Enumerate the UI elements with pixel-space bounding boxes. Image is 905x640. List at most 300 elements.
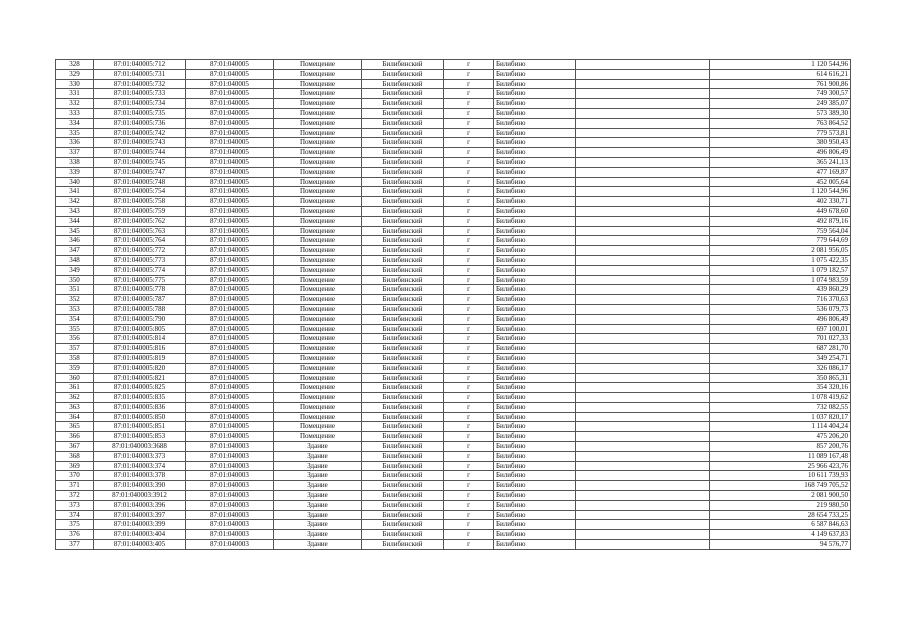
cadastral-block-cell: 87:01:040005 xyxy=(186,138,274,148)
district-cell: Билибинский xyxy=(362,246,444,256)
district-cell: Билибинский xyxy=(362,79,444,89)
cadastral-block-cell: 87:01:040005 xyxy=(186,216,274,226)
cadastral-block-cell: 87:01:040005 xyxy=(186,79,274,89)
cadastral-value-cell: 779 573,81 xyxy=(710,128,851,138)
table-row xyxy=(56,344,851,354)
district-cell: Билибинский xyxy=(362,344,444,354)
locality-name-cell: Билибино xyxy=(494,540,576,550)
cadastral-block-cell: 87:01:040005 xyxy=(186,383,274,393)
empty-cell xyxy=(576,540,710,550)
empty-cell xyxy=(576,471,710,481)
locality-type-cell: г xyxy=(444,451,494,461)
cadastral-value-cell: 219 980,50 xyxy=(710,500,851,510)
empty-cell xyxy=(576,363,710,373)
locality-type-cell: г xyxy=(444,373,494,383)
locality-name-cell: Билибино xyxy=(494,491,576,501)
cadastral-block-cell: 87:01:040005 xyxy=(186,167,274,177)
table-row xyxy=(56,187,851,197)
district-cell: Билибинский xyxy=(362,520,444,530)
district-cell: Билибинский xyxy=(362,60,444,70)
cadastral-number-cell: 87:01:040005:775 xyxy=(94,275,186,285)
locality-type-cell: г xyxy=(444,108,494,118)
locality-name-cell: Билибино xyxy=(494,197,576,207)
empty-cell xyxy=(576,334,710,344)
cadastral-number-cell: 87:01:040005:745 xyxy=(94,157,186,167)
district-cell: Билибинский xyxy=(362,99,444,109)
district-cell: Билибинский xyxy=(362,491,444,501)
cadastral-block-cell: 87:01:040003 xyxy=(186,500,274,510)
cadastral-value-cell: 475 206,20 xyxy=(710,432,851,442)
empty-cell xyxy=(576,89,710,99)
cadastral-value-cell: 492 879,16 xyxy=(710,216,851,226)
empty-cell xyxy=(576,412,710,422)
cadastral-number-cell: 87:01:040003:404 xyxy=(94,530,186,540)
locality-name-cell: Билибино xyxy=(494,520,576,530)
object-type-cell: Помещение xyxy=(274,373,362,383)
locality-type-cell: г xyxy=(444,402,494,412)
cadastral-block-cell: 87:01:040005 xyxy=(186,108,274,118)
object-type-cell: Помещение xyxy=(274,285,362,295)
locality-type-cell: г xyxy=(444,197,494,207)
locality-type-cell: г xyxy=(444,314,494,324)
locality-type-cell: г xyxy=(444,265,494,275)
cadastral-value-cell: 1 074 983,59 xyxy=(710,275,851,285)
locality-name-cell: Билибино xyxy=(494,432,576,442)
locality-name-cell: Билибино xyxy=(494,226,576,236)
district-cell: Билибинский xyxy=(362,383,444,393)
empty-cell xyxy=(576,118,710,128)
table-row xyxy=(56,393,851,403)
cadastral-block-cell: 87:01:040005 xyxy=(186,373,274,383)
object-type-cell: Здание xyxy=(274,491,362,501)
object-type-cell: Помещение xyxy=(274,432,362,442)
row-number-cell: 344 xyxy=(56,216,94,226)
table-row xyxy=(56,540,851,550)
object-type-cell: Помещение xyxy=(274,412,362,422)
locality-type-cell: г xyxy=(444,148,494,158)
locality-name-cell: Билибино xyxy=(494,461,576,471)
locality-name-cell: Билибино xyxy=(494,353,576,363)
row-number-cell: 361 xyxy=(56,383,94,393)
locality-type-cell: г xyxy=(444,510,494,520)
locality-type-cell: г xyxy=(444,422,494,432)
district-cell: Билибинский xyxy=(362,285,444,295)
object-type-cell: Помещение xyxy=(274,324,362,334)
row-number-cell: 362 xyxy=(56,393,94,403)
row-number-cell: 336 xyxy=(56,138,94,148)
cadastral-value-cell: 10 611 739,93 xyxy=(710,471,851,481)
table-row xyxy=(56,334,851,344)
empty-cell xyxy=(576,79,710,89)
object-type-cell: Здание xyxy=(274,471,362,481)
row-number-cell: 348 xyxy=(56,255,94,265)
cadastral-block-cell: 87:01:040005 xyxy=(186,60,274,70)
cadastral-value-cell: 763 864,52 xyxy=(710,118,851,128)
locality-type-cell: г xyxy=(444,226,494,236)
table-row xyxy=(56,481,851,491)
district-cell: Билибинский xyxy=(362,471,444,481)
row-number-cell: 377 xyxy=(56,540,94,550)
cadastral-block-cell: 87:01:040005 xyxy=(186,412,274,422)
district-cell: Билибинский xyxy=(362,226,444,236)
district-cell: Билибинский xyxy=(362,373,444,383)
object-type-cell: Здание xyxy=(274,530,362,540)
locality-type-cell: г xyxy=(444,236,494,246)
cadastral-block-cell: 87:01:040005 xyxy=(186,304,274,314)
table-row xyxy=(56,422,851,432)
empty-cell xyxy=(576,491,710,501)
locality-type-cell: г xyxy=(444,432,494,442)
empty-cell xyxy=(576,393,710,403)
cadastral-value-cell: 350 865,31 xyxy=(710,373,851,383)
locality-name-cell: Билибино xyxy=(494,128,576,138)
table-body xyxy=(56,60,851,550)
row-number-cell: 347 xyxy=(56,246,94,256)
empty-cell xyxy=(576,510,710,520)
empty-cell xyxy=(576,265,710,275)
table-row xyxy=(56,373,851,383)
district-cell: Билибинский xyxy=(362,393,444,403)
object-type-cell: Помещение xyxy=(274,422,362,432)
locality-type-cell: г xyxy=(444,481,494,491)
object-type-cell: Помещение xyxy=(274,89,362,99)
cadastral-number-cell: 87:01:040005:763 xyxy=(94,226,186,236)
empty-cell xyxy=(576,481,710,491)
object-type-cell: Здание xyxy=(274,540,362,550)
table-row xyxy=(56,206,851,216)
cadastral-block-cell: 87:01:040005 xyxy=(186,157,274,167)
cadastral-value-cell: 496 806,49 xyxy=(710,148,851,158)
locality-type-cell: г xyxy=(444,99,494,109)
cadastral-value-cell: 732 082,55 xyxy=(710,402,851,412)
cadastral-block-cell: 87:01:040005 xyxy=(186,363,274,373)
object-type-cell: Помещение xyxy=(274,226,362,236)
object-type-cell: Помещение xyxy=(274,295,362,305)
row-number-cell: 366 xyxy=(56,432,94,442)
district-cell: Билибинский xyxy=(362,295,444,305)
row-number-cell: 334 xyxy=(56,118,94,128)
district-cell: Билибинский xyxy=(362,461,444,471)
empty-cell xyxy=(576,520,710,530)
locality-name-cell: Билибино xyxy=(494,304,576,314)
object-type-cell: Помещение xyxy=(274,177,362,187)
row-number-cell: 370 xyxy=(56,471,94,481)
locality-type-cell: г xyxy=(444,216,494,226)
object-type-cell: Здание xyxy=(274,481,362,491)
cadastral-number-cell: 87:01:040005:821 xyxy=(94,373,186,383)
cadastral-block-cell: 87:01:040005 xyxy=(186,128,274,138)
table-row xyxy=(56,138,851,148)
district-cell: Билибинский xyxy=(362,451,444,461)
row-number-cell: 365 xyxy=(56,422,94,432)
locality-type-cell: г xyxy=(444,530,494,540)
table-row xyxy=(56,285,851,295)
locality-name-cell: Билибино xyxy=(494,510,576,520)
object-type-cell: Помещение xyxy=(274,344,362,354)
cadastral-value-cell: 687 281,70 xyxy=(710,344,851,354)
empty-cell xyxy=(576,157,710,167)
object-type-cell: Помещение xyxy=(274,246,362,256)
locality-type-cell: г xyxy=(444,471,494,481)
cadastral-block-cell: 87:01:040005 xyxy=(186,422,274,432)
district-cell: Билибинский xyxy=(362,216,444,226)
cadastral-number-cell: 87:01:040005:805 xyxy=(94,324,186,334)
district-cell: Билибинский xyxy=(362,334,444,344)
cadastral-block-cell: 87:01:040003 xyxy=(186,520,274,530)
table-row xyxy=(56,530,851,540)
row-number-cell: 376 xyxy=(56,530,94,540)
row-number-cell: 332 xyxy=(56,99,94,109)
cadastral-value-cell: 2 081 900,50 xyxy=(710,491,851,501)
locality-name-cell: Билибино xyxy=(494,89,576,99)
district-cell: Билибинский xyxy=(362,540,444,550)
cadastral-block-cell: 87:01:040005 xyxy=(186,432,274,442)
empty-cell xyxy=(576,177,710,187)
row-number-cell: 342 xyxy=(56,197,94,207)
cadastral-number-cell: 87:01:040003:405 xyxy=(94,540,186,550)
cadastral-block-cell: 87:01:040005 xyxy=(186,226,274,236)
table-row xyxy=(56,148,851,158)
empty-cell xyxy=(576,324,710,334)
table-row xyxy=(56,226,851,236)
empty-cell xyxy=(576,187,710,197)
cadastral-value-cell: 477 169,87 xyxy=(710,167,851,177)
table-row xyxy=(56,295,851,305)
object-type-cell: Помещение xyxy=(274,79,362,89)
row-number-cell: 353 xyxy=(56,304,94,314)
locality-type-cell: г xyxy=(444,177,494,187)
empty-cell xyxy=(576,236,710,246)
cadastral-number-cell: 87:01:040005:712 xyxy=(94,60,186,70)
cadastral-number-cell: 87:01:040005:747 xyxy=(94,167,186,177)
cadastral-value-cell: 1 078 419,62 xyxy=(710,393,851,403)
row-number-cell: 374 xyxy=(56,510,94,520)
cadastral-block-cell: 87:01:040005 xyxy=(186,344,274,354)
table-row xyxy=(56,265,851,275)
locality-name-cell: Билибино xyxy=(494,471,576,481)
cadastral-number-cell: 87:01:040005:836 xyxy=(94,402,186,412)
locality-name-cell: Билибино xyxy=(494,255,576,265)
table-row xyxy=(56,197,851,207)
locality-type-cell: г xyxy=(444,246,494,256)
locality-name-cell: Билибино xyxy=(494,481,576,491)
locality-type-cell: г xyxy=(444,540,494,550)
cadastral-number-cell: 87:01:040005:850 xyxy=(94,412,186,422)
cadastral-block-cell: 87:01:040005 xyxy=(186,187,274,197)
table-row xyxy=(56,442,851,452)
object-type-cell: Помещение xyxy=(274,99,362,109)
locality-type-cell: г xyxy=(444,344,494,354)
row-number-cell: 345 xyxy=(56,226,94,236)
locality-type-cell: г xyxy=(444,157,494,167)
cadastral-value-cell: 697 100,01 xyxy=(710,324,851,334)
locality-type-cell: г xyxy=(444,89,494,99)
locality-name-cell: Билибино xyxy=(494,442,576,452)
cadastral-value-cell: 249 385,07 xyxy=(710,99,851,109)
district-cell: Билибинский xyxy=(362,314,444,324)
object-type-cell: Здание xyxy=(274,461,362,471)
empty-cell xyxy=(576,128,710,138)
row-number-cell: 340 xyxy=(56,177,94,187)
cadastral-value-cell: 94 576,77 xyxy=(710,540,851,550)
cadastral-block-cell: 87:01:040005 xyxy=(186,295,274,305)
row-number-cell: 328 xyxy=(56,60,94,70)
cadastral-value-cell: 761 900,86 xyxy=(710,79,851,89)
district-cell: Билибинский xyxy=(362,187,444,197)
row-number-cell: 358 xyxy=(56,353,94,363)
table-row xyxy=(56,363,851,373)
cadastral-number-cell: 87:01:040005:788 xyxy=(94,304,186,314)
cadastral-block-cell: 87:01:040005 xyxy=(186,275,274,285)
empty-cell xyxy=(576,60,710,70)
empty-cell xyxy=(576,383,710,393)
empty-cell xyxy=(576,353,710,363)
cadastral-number-cell: 87:01:040005:851 xyxy=(94,422,186,432)
locality-name-cell: Билибино xyxy=(494,275,576,285)
cadastral-value-table xyxy=(55,59,851,550)
cadastral-block-cell: 87:01:040005 xyxy=(186,236,274,246)
cadastral-value-cell: 614 616,21 xyxy=(710,69,851,79)
locality-name-cell: Билибино xyxy=(494,79,576,89)
district-cell: Билибинский xyxy=(362,275,444,285)
cadastral-number-cell: 87:01:040003:397 xyxy=(94,510,186,520)
cadastral-block-cell: 87:01:040005 xyxy=(186,197,274,207)
cadastral-block-cell: 87:01:040005 xyxy=(186,99,274,109)
locality-name-cell: Билибино xyxy=(494,412,576,422)
object-type-cell: Помещение xyxy=(274,118,362,128)
cadastral-value-cell: 779 644,69 xyxy=(710,236,851,246)
cadastral-value-cell: 449 678,60 xyxy=(710,206,851,216)
cadastral-number-cell: 87:01:040005:733 xyxy=(94,89,186,99)
empty-cell xyxy=(576,442,710,452)
empty-cell xyxy=(576,295,710,305)
locality-name-cell: Билибино xyxy=(494,236,576,246)
row-number-cell: 335 xyxy=(56,128,94,138)
object-type-cell: Помещение xyxy=(274,353,362,363)
locality-name-cell: Билибино xyxy=(494,157,576,167)
cadastral-number-cell: 87:01:040005:744 xyxy=(94,148,186,158)
cadastral-block-cell: 87:01:040005 xyxy=(186,255,274,265)
cadastral-value-cell: 25 966 423,76 xyxy=(710,461,851,471)
district-cell: Билибинский xyxy=(362,206,444,216)
table-row xyxy=(56,314,851,324)
table-row xyxy=(56,324,851,334)
cadastral-number-cell: 87:01:040005:759 xyxy=(94,206,186,216)
locality-type-cell: г xyxy=(444,500,494,510)
district-cell: Билибинский xyxy=(362,236,444,246)
cadastral-number-cell: 87:01:040005:754 xyxy=(94,187,186,197)
table-row xyxy=(56,108,851,118)
object-type-cell: Помещение xyxy=(274,197,362,207)
locality-type-cell: г xyxy=(444,60,494,70)
locality-type-cell: г xyxy=(444,138,494,148)
table-row xyxy=(56,461,851,471)
cadastral-number-cell: 87:01:040003:390 xyxy=(94,481,186,491)
locality-name-cell: Билибино xyxy=(494,148,576,158)
district-cell: Билибинский xyxy=(362,530,444,540)
cadastral-value-cell: 857 200,76 xyxy=(710,442,851,452)
table-row xyxy=(56,491,851,501)
cadastral-number-cell: 87:01:040005:790 xyxy=(94,314,186,324)
cadastral-number-cell: 87:01:040005:748 xyxy=(94,177,186,187)
cadastral-value-cell: 1 114 404,24 xyxy=(710,422,851,432)
cadastral-block-cell: 87:01:040003 xyxy=(186,491,274,501)
cadastral-block-cell: 87:01:040005 xyxy=(186,265,274,275)
table-row xyxy=(56,246,851,256)
empty-cell xyxy=(576,148,710,158)
cadastral-block-cell: 87:01:040005 xyxy=(186,402,274,412)
table-row xyxy=(56,432,851,442)
row-number-cell: 373 xyxy=(56,500,94,510)
cadastral-value-cell: 1 120 544,96 xyxy=(710,187,851,197)
row-number-cell: 351 xyxy=(56,285,94,295)
cadastral-value-cell: 1 075 422,35 xyxy=(710,255,851,265)
row-number-cell: 352 xyxy=(56,295,94,305)
cadastral-number-cell: 87:01:040005:819 xyxy=(94,353,186,363)
empty-cell xyxy=(576,373,710,383)
district-cell: Билибинский xyxy=(362,500,444,510)
object-type-cell: Здание xyxy=(274,520,362,530)
locality-type-cell: г xyxy=(444,442,494,452)
locality-name-cell: Билибино xyxy=(494,138,576,148)
district-cell: Билибинский xyxy=(362,265,444,275)
locality-type-cell: г xyxy=(444,167,494,177)
table-row xyxy=(56,69,851,79)
locality-name-cell: Билибино xyxy=(494,265,576,275)
cadastral-number-cell: 87:01:040003:374 xyxy=(94,461,186,471)
empty-cell xyxy=(576,99,710,109)
locality-type-cell: г xyxy=(444,491,494,501)
locality-type-cell: г xyxy=(444,383,494,393)
locality-type-cell: г xyxy=(444,285,494,295)
locality-name-cell: Билибино xyxy=(494,383,576,393)
district-cell: Билибинский xyxy=(362,304,444,314)
cadastral-number-cell: 87:01:040003:396 xyxy=(94,500,186,510)
row-number-cell: 360 xyxy=(56,373,94,383)
cadastral-value-cell: 349 254,71 xyxy=(710,353,851,363)
cadastral-value-cell: 701 027,33 xyxy=(710,334,851,344)
table-row xyxy=(56,383,851,393)
locality-name-cell: Билибино xyxy=(494,108,576,118)
locality-name-cell: Билибино xyxy=(494,285,576,295)
object-type-cell: Помещение xyxy=(274,265,362,275)
row-number-cell: 357 xyxy=(56,344,94,354)
locality-type-cell: г xyxy=(444,118,494,128)
cadastral-number-cell: 87:01:040005:774 xyxy=(94,265,186,275)
empty-cell xyxy=(576,216,710,226)
object-type-cell: Помещение xyxy=(274,383,362,393)
locality-type-cell: г xyxy=(444,412,494,422)
table-row xyxy=(56,128,851,138)
row-number-cell: 337 xyxy=(56,148,94,158)
cadastral-number-cell: 87:01:040005:743 xyxy=(94,138,186,148)
object-type-cell: Здание xyxy=(274,500,362,510)
locality-type-cell: г xyxy=(444,334,494,344)
locality-type-cell: г xyxy=(444,187,494,197)
table-row xyxy=(56,275,851,285)
cadastral-value-cell: 452 005,64 xyxy=(710,177,851,187)
district-cell: Билибинский xyxy=(362,167,444,177)
empty-cell xyxy=(576,138,710,148)
empty-cell xyxy=(576,226,710,236)
cadastral-block-cell: 87:01:040003 xyxy=(186,530,274,540)
row-number-cell: 338 xyxy=(56,157,94,167)
object-type-cell: Помещение xyxy=(274,167,362,177)
cadastral-number-cell: 87:01:040005:762 xyxy=(94,216,186,226)
cadastral-number-cell: 87:01:040005:814 xyxy=(94,334,186,344)
district-cell: Билибинский xyxy=(362,108,444,118)
district-cell: Билибинский xyxy=(362,89,444,99)
